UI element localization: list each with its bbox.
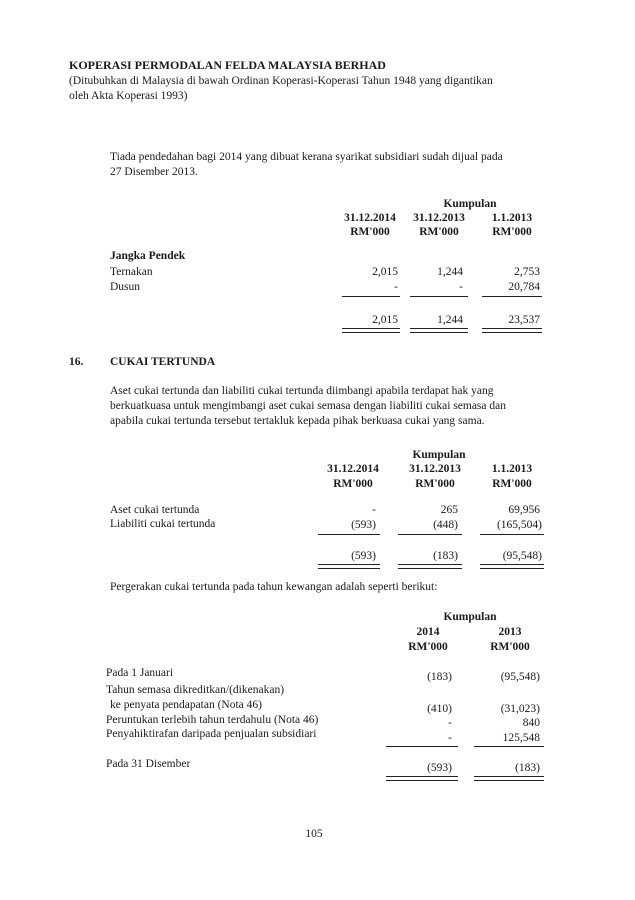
movement-row-4-2013: 840 xyxy=(522,717,540,729)
total-rule-b-1 xyxy=(318,564,380,569)
movement-subtotal-rule-2 xyxy=(474,746,544,747)
col-unit-b-3: RM'000 xyxy=(492,478,532,490)
subtotal-rule-b-2 xyxy=(398,534,462,535)
row-label-ternakan: Ternakan xyxy=(110,266,153,278)
col-unit-a-1: RM'000 xyxy=(350,226,390,238)
total-a-2013: 1,244 xyxy=(437,314,463,326)
group-label-a: Kumpulan xyxy=(443,198,497,210)
subtotal-rule-a-2 xyxy=(410,296,468,297)
movement-row-1-2013: (95,548) xyxy=(500,671,540,683)
org-subtitle-line2: oleh Akta Koperasi 1993) xyxy=(69,90,188,102)
movement-row-label-2: Tahun semasa dikreditkan/(dikenakan) xyxy=(106,684,285,696)
section-para-line1: Aset cukai tertunda dan liabiliti cukai tertunda diimbangi apabila terdapat hak yang xyxy=(110,385,494,397)
value-deferred-asset-2013: 265 xyxy=(440,504,458,516)
subtotal-rule-b-1 xyxy=(318,534,380,535)
value-deferred-liability-2012: (165,504) xyxy=(496,519,542,531)
subtotal-rule-a-3 xyxy=(482,296,542,297)
section-para-line3: apabila cukai tertunda tersebut tertakluk kepada pihak berkuasa cukai yang sama. xyxy=(110,415,485,427)
movement-row-1-2014: (183) xyxy=(427,671,452,683)
row-label-deferred-liability: Liabiliti cukai tertunda xyxy=(110,518,216,530)
movement-subtotal-rule-1 xyxy=(386,746,458,747)
value-ternakan-2014: 2,015 xyxy=(372,266,398,278)
section-para-line2: berkuatkuasa untuk mengimbangi aset cukai semasa dengan liabiliti cukai semasa dan xyxy=(110,400,506,412)
col-date-b-2: 31.12.2013 xyxy=(409,463,461,475)
movement-row-label-1: Pada 1 Januari xyxy=(106,667,174,679)
col-date-a-1: 31.12.2014 xyxy=(344,212,396,224)
subtotal-rule-a-1 xyxy=(342,296,400,297)
movement-row-label-4: Peruntukan terlebih tahun terdahulu (Nota 46) xyxy=(106,714,319,726)
col-date-a-2: 31.12.2013 xyxy=(413,212,465,224)
closing-2013: (183) xyxy=(515,762,540,774)
row-label-deferred-asset: Aset cukai tertunda xyxy=(110,504,200,516)
movement-row-label-3: ke penyata pendapatan (Nota 46) xyxy=(110,699,262,711)
movement-col-unit-2: RM'000 xyxy=(490,641,530,653)
col-date-b-3: 1.1.2013 xyxy=(491,463,533,475)
section-title: CUKAI TERTUNDA xyxy=(110,356,216,368)
movement-row-3-2013: (31,023) xyxy=(500,703,540,715)
total-rule-a-1 xyxy=(342,328,400,333)
movement-row-5-2014: - xyxy=(448,732,452,744)
subtotal-rule-b-3 xyxy=(480,534,544,535)
row-label-dusun: Dusun xyxy=(110,281,141,293)
closing-total-rule-2 xyxy=(474,776,544,781)
value-ternakan-2013: 1,244 xyxy=(437,266,463,278)
disclosure-note-line2: 27 Disember 2013. xyxy=(110,166,198,178)
total-rule-b-3 xyxy=(480,564,544,569)
page-number: 105 xyxy=(305,828,323,840)
value-ternakan-2012: 2,753 xyxy=(514,266,540,278)
movement-col-year-2: 2013 xyxy=(498,626,522,638)
org-name: KOPERASI PERMODALAN FELDA MALAYSIA BERHAD xyxy=(69,58,386,72)
value-deferred-liability-2013: (448) xyxy=(433,519,458,531)
org-subtitle-line1: (Ditubuhkan di Malaysia di bawah Ordinan Koperasi-Koperasi Tahun 1948 yang digantikan xyxy=(69,75,493,87)
value-dusun-2013: - xyxy=(459,281,463,293)
movement-group-label: Kumpulan xyxy=(443,611,497,623)
value-deferred-asset-2014: - xyxy=(372,504,376,516)
movement-row-label-5: Penyahiktirafan daripada penjualan subsidiari xyxy=(106,728,317,740)
total-rule-a-3 xyxy=(482,328,542,333)
col-date-a-3: 1.1.2013 xyxy=(491,212,533,224)
value-dusun-2012: 20,784 xyxy=(508,281,540,293)
total-a-2012: 23,537 xyxy=(508,314,540,326)
col-unit-b-2: RM'000 xyxy=(415,478,455,490)
group-label-b: Kumpulan xyxy=(412,449,466,461)
col-unit-a-3: RM'000 xyxy=(492,226,532,238)
movement-col-year-1: 2014 xyxy=(416,626,440,638)
section-number: 16. xyxy=(69,356,84,368)
total-b-2014: (593) xyxy=(351,550,376,562)
closing-label: Pada 31 Disember xyxy=(106,758,191,770)
col-unit-a-2: RM'000 xyxy=(419,226,459,238)
movement-intro: Pergerakan cukai tertunda pada tahun kewangan adalah seperti berikut: xyxy=(110,581,438,593)
total-rule-a-2 xyxy=(410,328,468,333)
movement-col-unit-1: RM'000 xyxy=(408,641,448,653)
total-a-2014: 2,015 xyxy=(372,314,398,326)
total-b-2012: (95,548) xyxy=(502,550,542,562)
total-b-2013: (183) xyxy=(433,550,458,562)
closing-total-rule-1 xyxy=(386,776,458,781)
col-unit-b-1: RM'000 xyxy=(333,478,373,490)
movement-row-3-2014: (410) xyxy=(427,703,452,715)
disclosure-note-line1: Tiada pendedahan bagi 2014 yang dibuat kerana syarikat subsidiari sudah dijual pada xyxy=(110,151,503,163)
col-date-b-1: 31.12.2014 xyxy=(327,463,379,475)
movement-row-5-2013: 125,548 xyxy=(502,732,540,744)
value-dusun-2014: - xyxy=(394,281,398,293)
total-rule-b-2 xyxy=(398,564,462,569)
value-deferred-asset-2012: 69,956 xyxy=(508,504,540,516)
movement-row-4-2014: - xyxy=(448,717,452,729)
value-deferred-liability-2014: (593) xyxy=(351,519,376,531)
closing-2014: (593) xyxy=(427,762,452,774)
category-label: Jangka Pendek xyxy=(110,250,186,262)
